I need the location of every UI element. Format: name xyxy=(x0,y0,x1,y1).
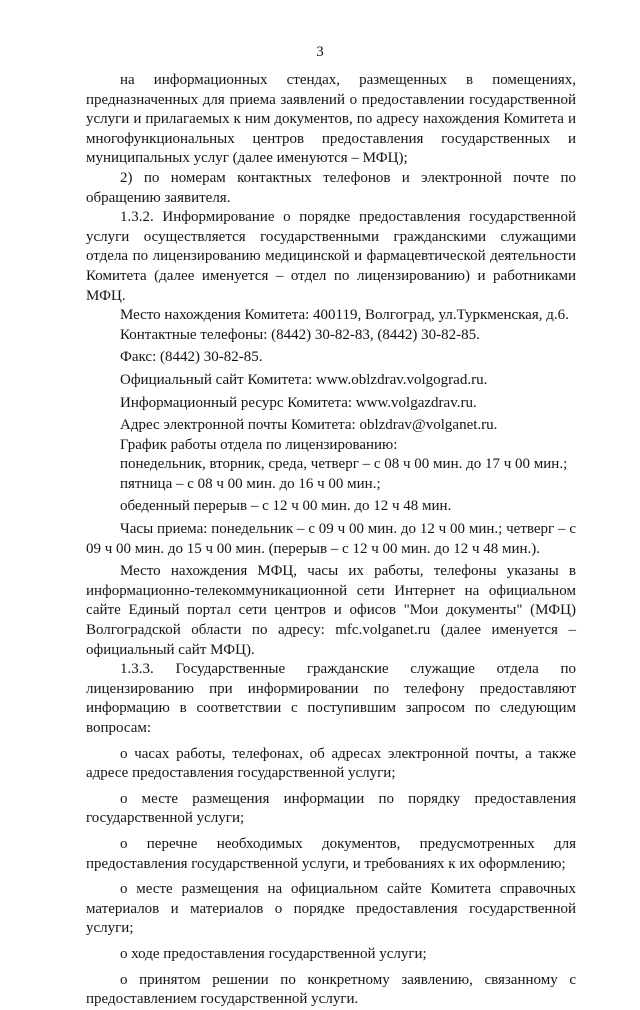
page-number: 3 xyxy=(316,44,324,60)
paragraph: Факс: (8442) 30-82-85. xyxy=(120,349,263,366)
paragraph: 2) по номерам контактных телефонов и электронной почте по обращению заявителя. xyxy=(86,169,576,206)
paragraph: о месте размещения на официальном сайте Комитета справочных материалов и материалов о порядке предоставления государственной услуги; xyxy=(86,881,576,937)
paragraph: на информационных стендах, размещенных в помещениях, предназначенных для приема заявлений о предоставлении государственной услуги и прилагаемых к ним документов, по адресу нахождения Комитета и многофункциональных центров предоставления государственных и муниципальных услуг (далее именуются – МФЦ); xyxy=(86,72,576,167)
paragraph: понедельник, вторник, среда, четверг – с 08 ч 00 мин. до 17 ч 00 мин.; xyxy=(120,456,568,473)
paragraph: 1.3.3. Государственные гражданские служащие отдела по лицензированию при информировании по телефону предоставляют информацию в соответствии с поступившим запросом по следующим вопросам: xyxy=(86,661,576,736)
document-body xyxy=(86,71,576,1010)
paragraph: Контактные телефоны: (8442) 30-82-83, (8442) 30-82-85. xyxy=(120,326,480,343)
paragraph: о месте размещения информации по порядку предоставления государственной услуги; xyxy=(86,790,576,827)
paragraph: Официальный сайт Комитета: www.oblzdrav.volgograd.ru. xyxy=(120,371,488,388)
paragraph: Место нахождения МФЦ, часы их работы, телефоны указаны в информационно-телекоммуникационной сети Интернет на официальном сайте Единый портал сети центров и офисов "Мои документы" (МФЦ) Волгоградской области по адресу: mfc.volganet.ru (далее именуется – официальный сайт МФЦ). xyxy=(86,563,576,658)
paragraph: о перечне необходимых документов, предусмотренных для предоставления государственной услуги, и требованиях к их оформлению; xyxy=(86,835,576,872)
paragraph: о ходе предоставления государственной услуги; xyxy=(120,945,427,962)
paragraph: Часы приема: понедельник – с 09 ч 00 мин. до 12 ч 00 мин.; четверг – с 09 ч 00 мин. до 15 ч 00 мин. (перерыв – с 12 ч 00 мин. до 12 ч 48 мин.). xyxy=(86,521,576,557)
paragraph: обеденный перерыв – с 12 ч 00 мин. до 12 ч 48 мин. xyxy=(120,498,452,515)
paragraph: 1.3.2. Информирование о порядке предоставления государственной услуги осуществляется государственными гражданскими служащими отдела по лицензированию медицинской и фармацевтической деятельности Комитета (далее именуется – отдел по лицензированию) и работниками МФЦ. xyxy=(86,209,576,304)
paragraph: Адрес электронной почты Комитета: oblzdrav@volganet.ru. xyxy=(120,417,498,434)
paragraph: о часах работы, телефонах, об адресах электронной почты, а также адресе предоставления государственной услуги; xyxy=(86,745,576,782)
paragraph: График работы отдела по лицензированию: xyxy=(120,436,398,453)
paragraph: Информационный ресурс Комитета: www.volgazdrav.ru. xyxy=(120,394,477,411)
paragraph: пятница – с 08 ч 00 мин. до 16 ч 00 мин.; xyxy=(120,475,381,492)
paragraph: Место нахождения Комитета: 400119, Волгоград, ул.Туркменская, д.6. xyxy=(120,307,569,324)
paragraph: о принятом решении по конкретному заявлению, связанному с предоставлением государственной услуги. xyxy=(86,971,576,1008)
